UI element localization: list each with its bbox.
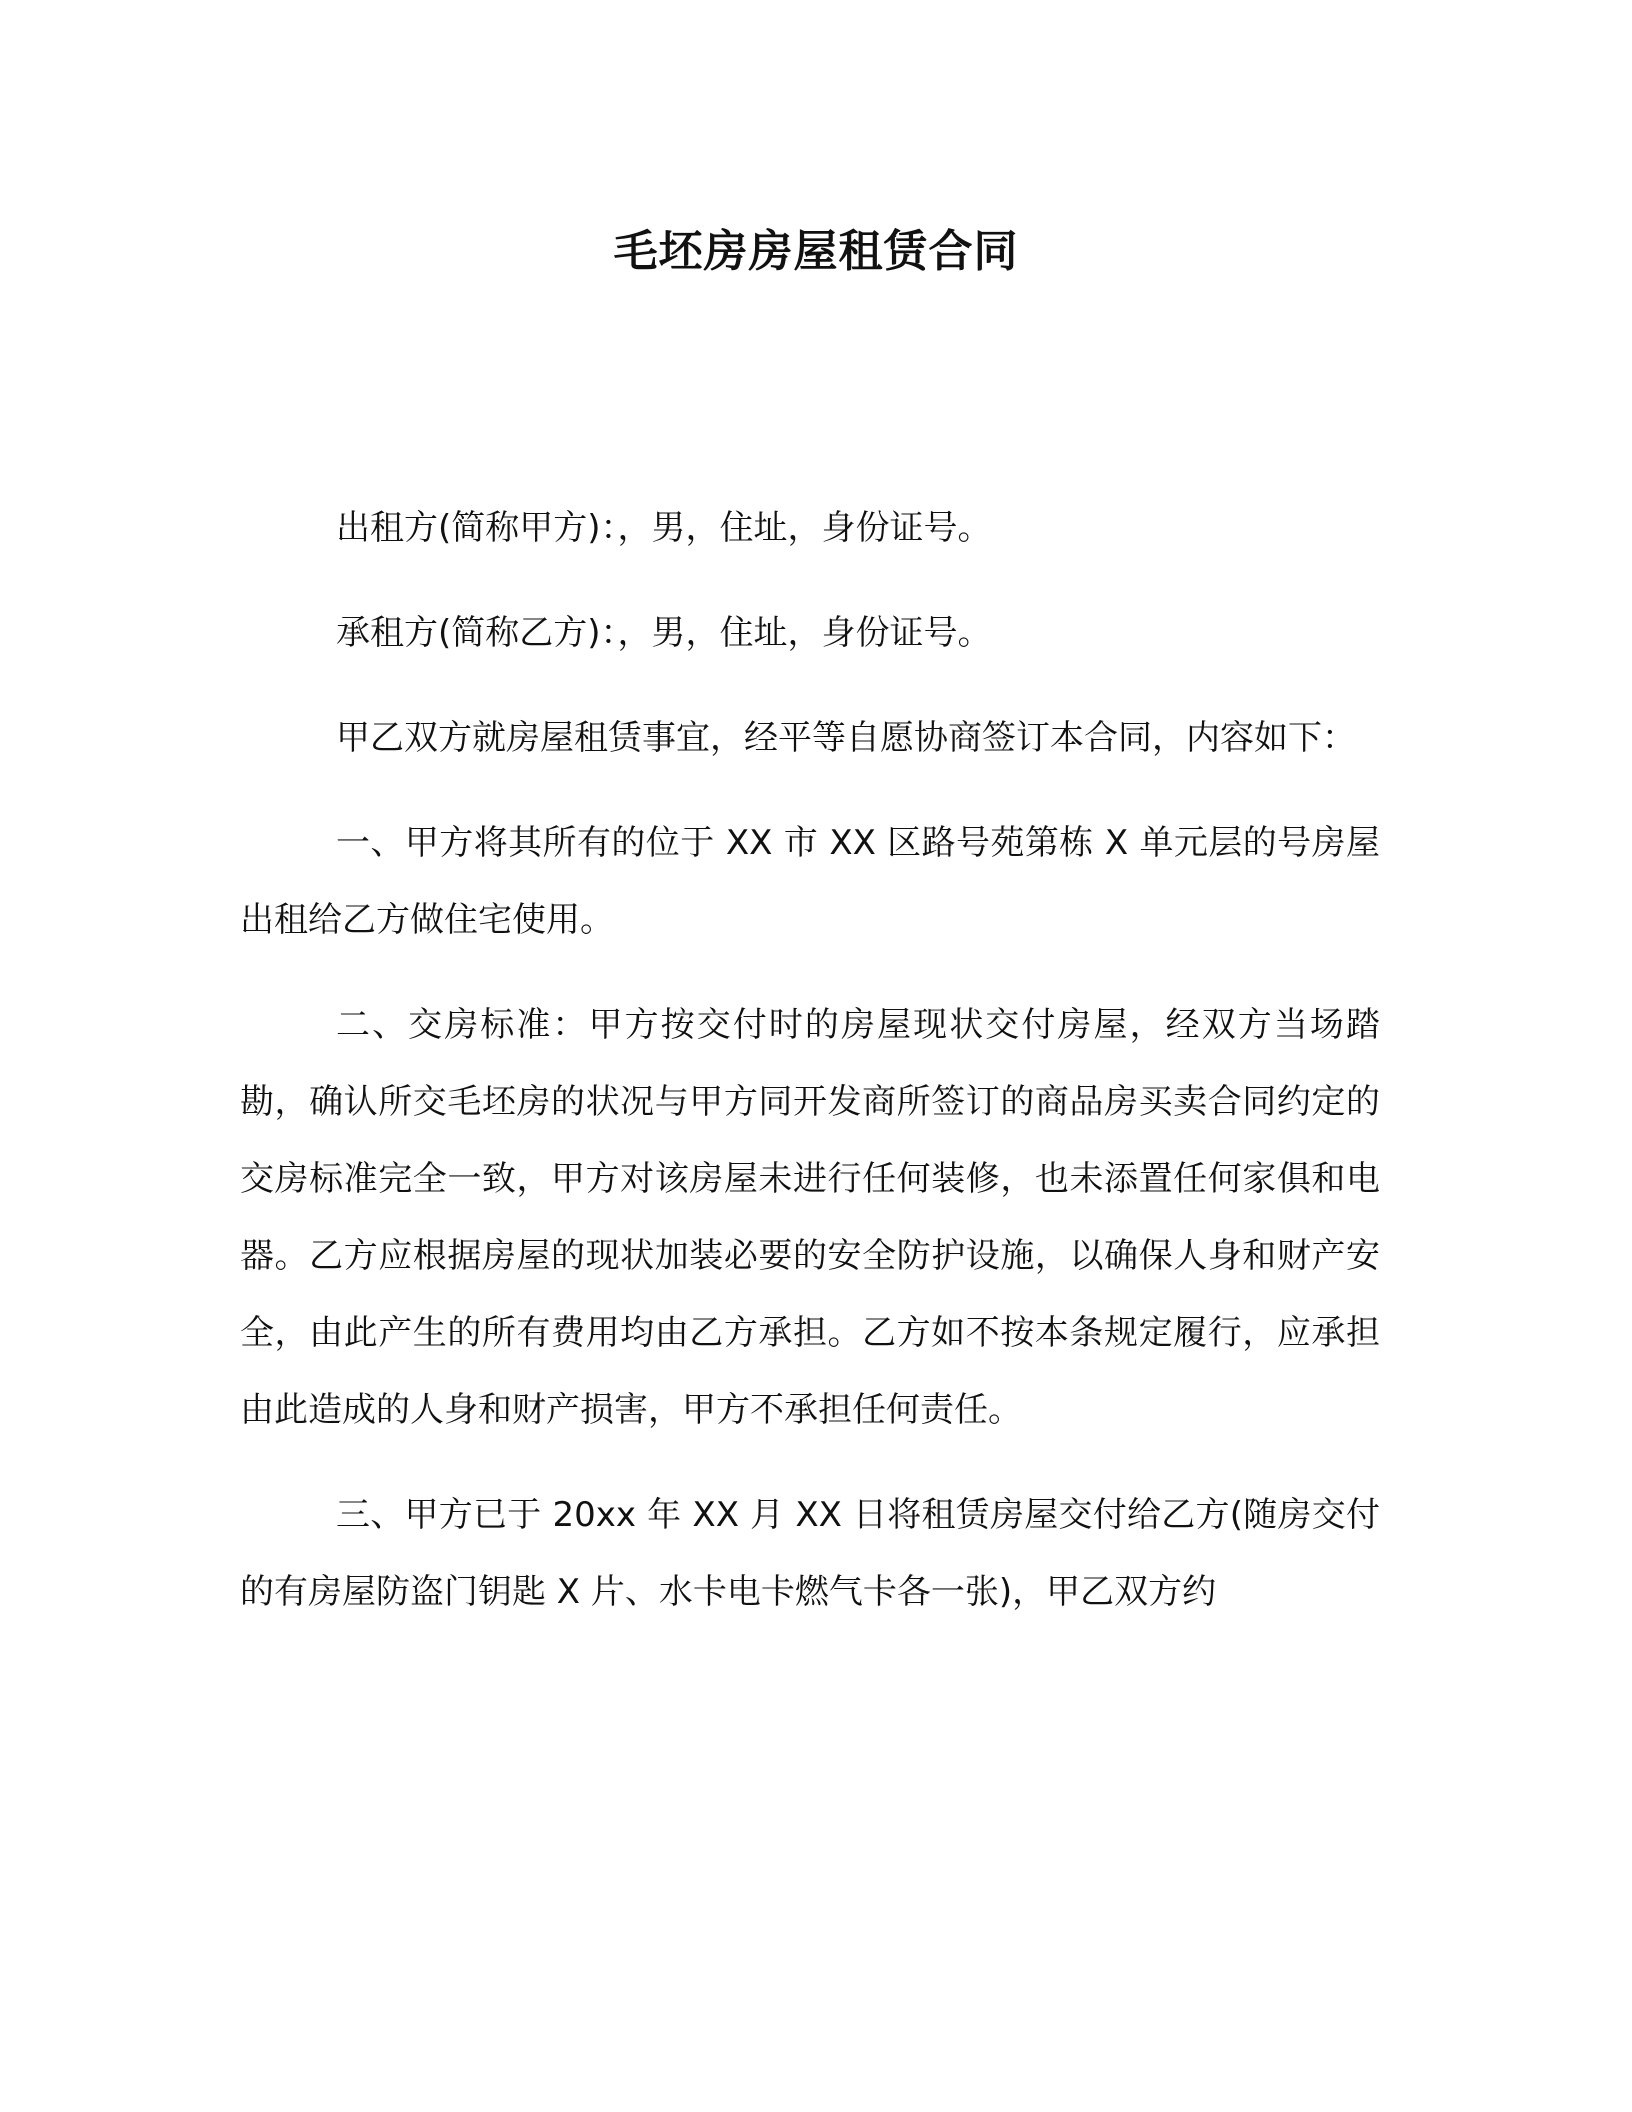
- clause-two: 二、交房标准：甲方按交付时的房屋现状交付房屋，经双方当场踏勘，确认所交毛坯房的状况与甲方同开发商所签订的商品房买卖合同约定的交房标准完全一致，甲方对该房屋未进行任何装修，也未添置任何家俱和电器。乙方应根据房屋的现状加装必要的安全防护设施，以确保人身和财产安全，由此产生的所有费用均由乙方承担。乙方如不按本条规定履行，应承担由此造成的人身和财产损害，甲方不承担任何责任。: [240, 1005, 1380, 1430]
- clause-one: 一、甲方将其所有的位于 XX 市 XX 区路号苑第栋 X 单元层的号房屋出租给乙方做住宅使用。: [240, 823, 1380, 940]
- party-b-clause: 承租方(简称乙方)：，男，住址，身份证号。: [336, 613, 992, 653]
- preamble-paragraph: 甲乙双方就房屋租赁事宜，经平等自愿协商签订本合同，内容如下：: [336, 718, 1356, 758]
- party-a-clause: 出租方(简称甲方)：，男，住址，身份证号。: [336, 508, 992, 548]
- contract-body: [240, 490, 1380, 1659]
- clause-three: 三、甲方已于 20xx 年 XX 月 XX 日将租赁房屋交付给乙方(随房交付的有房屋防盗门钥匙 X 片、水卡电卡燃气卡各一张)，甲乙双方约: [240, 1495, 1380, 1612]
- document-title: 毛坯房房屋租赁合同: [613, 226, 1019, 277]
